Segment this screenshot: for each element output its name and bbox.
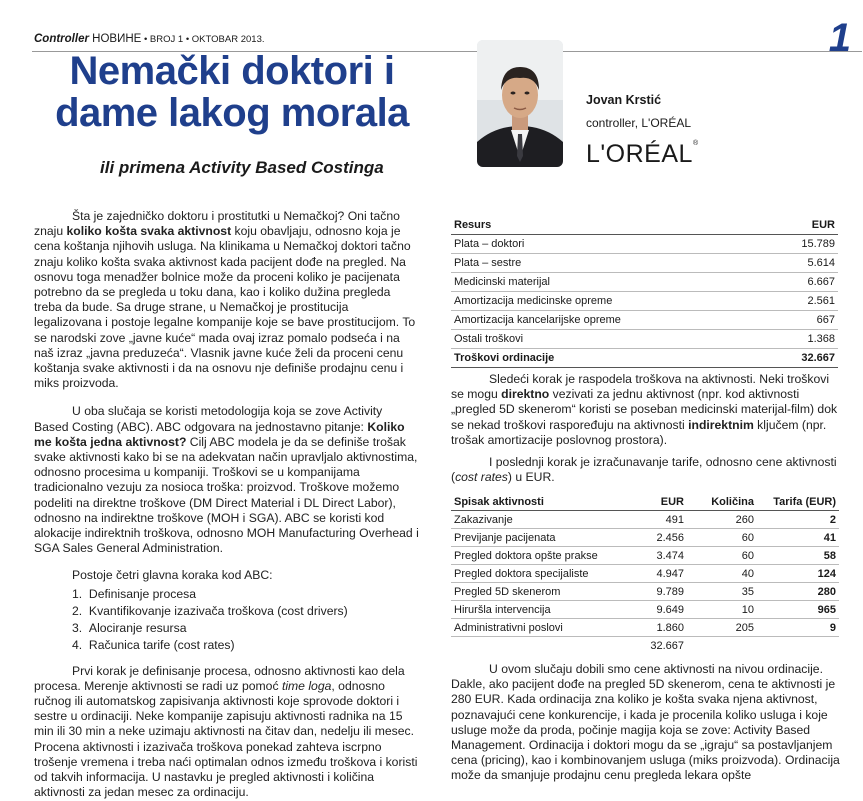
table-row (451, 583, 839, 601)
column-header: Resurs (451, 216, 766, 235)
table-header-row (451, 216, 838, 235)
table-cell: 41 (757, 529, 839, 547)
table-cell: 2 (757, 511, 839, 529)
text-run: ) u EUR. (507, 470, 555, 485)
table-cell: 205 (687, 619, 757, 637)
table-row (451, 235, 838, 254)
list-item: 1. Definisanje procesa (72, 586, 196, 601)
author-photo (477, 40, 563, 167)
table-cell: Pregled 5D skenerom (451, 583, 629, 601)
right-column-lower (451, 662, 841, 784)
bold-phrase: Koliko me košta jedna aktivnost? (34, 419, 405, 449)
table-cell: Troškovi ordinacije (451, 349, 766, 368)
table-cell: 1.368 (766, 330, 838, 349)
list-item: 3. Alociranje resursa (72, 620, 187, 635)
article-subtitle: ili primena Activity Based Costinga (100, 158, 384, 177)
table-cell (451, 637, 629, 655)
table-row (451, 619, 839, 637)
list-item: 4. Računica tarife (cost rates) (72, 637, 235, 652)
column-header: Spisak aktivnosti (451, 494, 629, 511)
table-row (451, 330, 838, 349)
header-issue-info: • BROJ 1 • OKTOBAR 2013. (141, 34, 265, 45)
table-row (451, 311, 838, 330)
table-cell: 60 (687, 529, 757, 547)
tariff-paragraph (451, 455, 841, 485)
table-cell: 260 (687, 511, 757, 529)
sum-cell: 32.667 (629, 637, 687, 655)
table-cell: 6.667 (766, 273, 838, 292)
table-cell: 60 (687, 547, 757, 565)
author-block (586, 93, 699, 169)
text-run: ključem (npr. trošak amortizacije poslovnog prostora). (451, 417, 827, 447)
table-cell: Medicinski materijal (451, 273, 766, 292)
bold-phrase: koliko košta svaka aktivnost (66, 224, 232, 239)
text-run: Cilj ABC modela je da se definiše trošak svake aktivnosti kako bi se na adekvatan način upravljalo aktivnostima, odnosno procesima u kompaniji. Troškovi se u kompanijama tradicionalno vezuju za nosioca troška: proizvod. Troškove možemo podeliti na direktne troškove (DM Direct Material i DL Direct Labor), odnosno na indirektne troškove (MOH i SGA). ABC se koristi kod alokacije indirektnih troškova, odnosno MOH Manufacturing Overhead i SGA Sales General Administration. (34, 434, 419, 556)
table-cell: 10 (687, 601, 757, 619)
table-cell: 3.474 (629, 547, 687, 565)
header-brand: Controller (34, 33, 89, 45)
table-cell: 32.667 (766, 349, 838, 368)
table-cell: Plata – doktori (451, 235, 766, 254)
author-name: Jovan Krstić (586, 93, 662, 107)
table-cell: 5.614 (766, 254, 838, 273)
bold-phrase: indirektnim (688, 417, 754, 432)
table-cell: 280 (757, 583, 839, 601)
table-cell: 15.789 (766, 235, 838, 254)
table-cell: 667 (766, 311, 838, 330)
table-total-row (451, 349, 838, 368)
table-cell: Ostali troškovi (451, 330, 766, 349)
table-cell: 491 (629, 511, 687, 529)
header-publication: НОВИНЕ (92, 33, 142, 45)
article-title: Nemački doktori i dame lakog morala (55, 49, 409, 135)
activities-table (451, 494, 839, 654)
table-row (451, 601, 839, 619)
loreal-logo: L'ORÉAL® (586, 140, 699, 168)
table-cell (757, 637, 839, 655)
table-cell: 58 (757, 547, 839, 565)
text-run: Prvi korak je definisanje procesa, odnosno aktivnosti kao dela procesa. Merenje aktivnosti se radi uz pomoć (34, 663, 405, 693)
table-row (451, 254, 838, 273)
table-row (451, 547, 839, 565)
text-run: Šta je zajedničko doktoru i prostitutki u Nemačkoj? Oni tačno znaju (34, 209, 400, 239)
steps-list (72, 586, 419, 654)
table-row (451, 292, 838, 311)
table-cell (687, 637, 757, 655)
column-header: Tarifa (EUR) (757, 494, 839, 511)
table-cell: Pregled doktora opšte prakse (451, 547, 629, 565)
text-run: U oba slučaja se koristi metodologija koja se zove Activity Based Costing (ABC). ABC odgovara na jednostavno pitanje: (34, 404, 383, 434)
table-cell: Amortizacija kancelarijske opreme (451, 311, 766, 330)
table-cell: 124 (757, 565, 839, 583)
table-cell: 4.947 (629, 565, 687, 583)
abc-paragraph (34, 404, 419, 556)
table-cell: Previjanje pacijenata (451, 529, 629, 547)
conclusion-paragraph: U ovom slučaju dobili smo cene aktivnosti na nivou ordinacije. Dakle, ako pacijent dođe na pregled 5D skenerom, cena te aktivnosti je 280 EUR. Kada ordinacija zna koliko je košta svaka njena aktivnost, poznavajući cene konkurencije, i kada je procenila koliko usluga i koje usluge može da proda, počinje magija koja se zove: Activity Based Management. Ordinacija i doktori mogu da se „igraju“ sa postavljanjem cena (pricing), kao i kombinovanjem usluga (miks proizvoda). Ordinacija može da smanjuje prodajnu cenu pregleda lekara opšte (451, 662, 840, 783)
first-step-paragraph (34, 664, 419, 801)
table-sum-row (451, 637, 839, 655)
left-column (34, 209, 419, 801)
text-run: , odnosno ručnog ili automatskog zapisivanja aktivnosti koje sprovode doktori i sestre u ordinaciji. Neke kompanije zapisuju aktivnosti radnika na 15 min ili 30 min a neke uzimaju aktivnosti na čitav dan, nedelju ili mesec. Procena aktivnosti i izazivača troškova ponekad zahteva iscrpno trošenje vremena i treba naći optimalan odnos između troškova i koristi od takvih informacija. U nastavku je pregled aktivnosti i količina aktivnosti za jedan mesec za ordinaciju. (34, 678, 418, 800)
table-cell: 965 (757, 601, 839, 619)
table-row (451, 273, 838, 292)
table-cell: Zakazivanje (451, 511, 629, 529)
text-run: Sledeći korak je raspodela troškova na aktivnosti. Neki troškovi se mogu (451, 372, 830, 402)
table-row (451, 565, 839, 583)
table-header-row (451, 494, 839, 511)
page-number: 1 (828, 16, 851, 60)
allocation-paragraph (451, 372, 841, 448)
table-cell: 9.649 (629, 601, 687, 619)
text-run: I poslednji korak je izračunavanje tarife, odnosno cene aktivnosti ( (451, 455, 837, 485)
list-item: 2. Kvantifikovanje izazivača troškova (cost drivers) (72, 603, 348, 618)
table-row (451, 511, 839, 529)
table-cell: Administrativni poslovi (451, 619, 629, 637)
table-cell: Plata – sestre (451, 254, 766, 273)
table-cell: 35 (687, 583, 757, 601)
table-cell: 2.456 (629, 529, 687, 547)
column-header: EUR (629, 494, 687, 511)
table-cell: 9.789 (629, 583, 687, 601)
right-column-upper (451, 372, 841, 485)
column-header: Količina (687, 494, 757, 511)
bold-phrase: direktno (501, 387, 550, 402)
table-cell: Amortizacija medicinske opreme (451, 292, 766, 311)
text-run: vezivati za jednu aktivnost (npr. kod aktivnosti „pregled 5D skenerom“ koristi se poseban medicinski materijal-film) dok se nekad troškovi raspoređuju na aktivnosti (451, 387, 838, 432)
logo-wordmark: L'ORÉAL (586, 140, 693, 168)
table-cell: 1.860 (629, 619, 687, 637)
table-cell: 40 (687, 565, 757, 583)
steps-intro: Postoje četri glavna koraka kod ABC: (72, 568, 273, 583)
table-cell: Hiruršla intervencija (451, 601, 629, 619)
table-cell: 2.561 (766, 292, 838, 311)
author-role: controller, L'ORÉAL (586, 116, 692, 130)
running-header (34, 33, 265, 45)
italic-phrase: time loga (281, 678, 332, 693)
text-run: koju obavljaju, odnosno koja je cena koštanja njihovih usluga. Na klinikama u Nemačkoj doktori tačno znaju koliko košta svaka aktivnost kada pacijent dođe na pregled. Na osnovu toga menadžer bolnice može da proceni koliko je pacijenata potrebno da se pregleda u toku dana, kao i koliko dužina pregleda treba da bude. Sa druge strane, u Nemačkoj je prostitucija legalizovana i postoje legalne kompanije koje se bave prostitucijom. To se narodski zove „javne kuće“ mada ovaj izraz pomalo podseća i na naš izraz „javna preduzeća“. Vlasnik javne kuće želi da proceni cenu koštanja svake aktivnosti i da na osnovu nje definiše prodajnu cenu i miks proizvoda. (34, 224, 416, 391)
intro-paragraph (34, 209, 419, 391)
table-row (451, 529, 839, 547)
table-cell: 9 (757, 619, 839, 637)
column-header: EUR (766, 216, 838, 235)
resources-table (451, 216, 838, 368)
table-cell: Pregled doktora specijaliste (451, 565, 629, 583)
italic-phrase: cost rates (455, 470, 508, 485)
